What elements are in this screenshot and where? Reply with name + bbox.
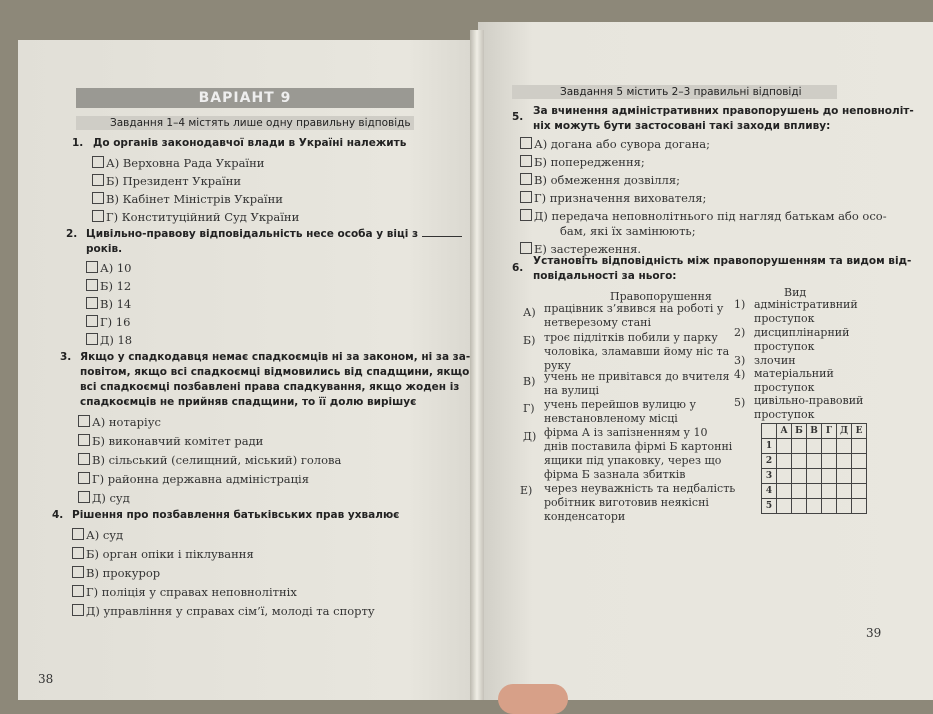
type-4-line2: проступок: [754, 381, 815, 394]
offense-d-line2: невстановленому місці: [544, 412, 678, 425]
checkbox-icon[interactable]: [78, 434, 90, 446]
page-number-right: 39: [866, 626, 882, 640]
q2-number: 2.: [66, 228, 78, 240]
checkbox-icon[interactable]: [86, 279, 98, 291]
type-4-line1: матеріальний: [754, 367, 834, 380]
grid-row-header: 3: [762, 469, 777, 484]
q5-option-b[interactable]: Б) попередження;: [520, 155, 645, 169]
type-1-number: 1): [734, 298, 746, 311]
checkbox-icon[interactable]: [86, 315, 98, 327]
q2-option-c[interactable]: В) 14: [86, 297, 131, 311]
type-3-line1: злочин: [754, 354, 796, 367]
grid-cell[interactable]: [807, 499, 822, 514]
q4-option-b[interactable]: Б) орган опіки і піклування: [72, 547, 254, 561]
offense-a-line1: працівник з’явився на роботі у: [544, 302, 724, 315]
column-header-type: Вид: [784, 286, 807, 299]
offense-b-line3: руку: [544, 359, 571, 372]
grid-cell[interactable]: [777, 484, 792, 499]
q2-option-a[interactable]: А) 10: [86, 261, 132, 275]
grid-col-header: Е: [852, 424, 867, 439]
q1-option-b[interactable]: Б) Президент України: [92, 174, 241, 188]
checkbox-icon[interactable]: [92, 192, 104, 204]
offense-e-line4: фірма Б зазнала збитків: [544, 468, 686, 481]
grid-cell[interactable]: [822, 454, 837, 469]
offense-b-line1: троє підлітків побили у парку: [544, 331, 718, 344]
offense-c-line2: на вулиці: [544, 384, 599, 397]
checkbox-icon[interactable]: [86, 261, 98, 273]
type-5-line2: проступок: [754, 408, 815, 421]
offense-f-line3: конденсатори: [544, 510, 626, 523]
checkbox-icon[interactable]: [72, 547, 84, 559]
q5-option-e[interactable]: Д) передача неповнолітнього під нагляд батькам або осо-: [520, 209, 887, 223]
checkbox-icon[interactable]: [72, 566, 84, 578]
checkbox-icon[interactable]: [78, 491, 90, 503]
grid-cell[interactable]: [777, 499, 792, 514]
q5-option-a[interactable]: А) догана або сувора догана;: [520, 137, 710, 151]
type-5-line1: цивільно-правовий: [754, 394, 864, 407]
grid-cell[interactable]: [777, 439, 792, 454]
grid-col-header: Г: [822, 424, 837, 439]
q6-number: 6.: [512, 262, 524, 274]
answer-blank[interactable]: [422, 236, 462, 237]
q5-option-e-cont: бам, які їх замінюють;: [560, 224, 696, 238]
q3-option-c[interactable]: В) сільський (селищний, міський) голова: [78, 453, 341, 467]
checkbox-icon[interactable]: [520, 191, 532, 203]
grid-cell[interactable]: [852, 499, 867, 514]
offense-d-letter: Г): [523, 402, 535, 415]
instruction-text-left: Завдання 1–4 містять лише одну правильну відповідь: [110, 117, 411, 129]
grid-cell[interactable]: [807, 454, 822, 469]
q3-option-a[interactable]: А) нотаріус: [78, 415, 161, 429]
q5-option-d[interactable]: Г) призначення вихователя;: [520, 191, 706, 205]
instruction-text-right: Завдання 5 містить 2–3 правильні відповіді: [560, 86, 802, 98]
grid-col-header: А: [777, 424, 792, 439]
q1-option-d[interactable]: Г) Конституційний Суд України: [92, 210, 299, 224]
q3-number: 3.: [60, 351, 72, 363]
q2-option-e[interactable]: Д) 18: [86, 333, 132, 347]
checkbox-icon[interactable]: [72, 585, 84, 597]
checkbox-icon[interactable]: [520, 242, 532, 254]
offense-c-line1: учень не привітався до вчителя: [544, 370, 730, 383]
checkbox-icon[interactable]: [92, 210, 104, 222]
q3-text-line2: повітом, якщо всі спадкоємці відмовились від спадщини, якщо: [80, 366, 470, 378]
book-gutter: [470, 30, 484, 700]
q3-option-b[interactable]: Б) виконавчий комітет ради: [78, 434, 263, 448]
q5-option-f[interactable]: Е) застереження.: [520, 242, 641, 256]
offense-b-letter: Б): [523, 334, 536, 347]
q2-text-cont: років.: [86, 243, 123, 255]
grid-col-header: Д: [837, 424, 852, 439]
type-1-line1: адміністративний: [754, 298, 858, 311]
checkbox-icon[interactable]: [78, 472, 90, 484]
q2-option-b[interactable]: Б) 12: [86, 279, 131, 293]
grid-row-header: 1: [762, 439, 777, 454]
offense-d-line1: учень перейшов вулицю у: [544, 398, 696, 411]
q5-number: 5.: [512, 111, 524, 123]
grid-row-header: 5: [762, 499, 777, 514]
type-1-line2: проступок: [754, 312, 815, 325]
grid-row-header: 2: [762, 454, 777, 469]
grid-cell[interactable]: [837, 499, 852, 514]
offense-a-letter: А): [523, 306, 536, 319]
offense-e-line1: фірма А із запізненням у 10: [544, 426, 708, 439]
q3-text-line1: Якщо у спадкодавця немає спадкоємців ні за законом, ні за за-: [80, 351, 471, 363]
grid-col-header: В: [807, 424, 822, 439]
checkbox-icon[interactable]: [86, 333, 98, 345]
q4-option-a[interactable]: А) суд: [72, 528, 123, 542]
q6-text-line2: повідальності за нього:: [533, 270, 677, 282]
grid-row-header: 4: [762, 484, 777, 499]
checkbox-icon[interactable]: [520, 155, 532, 167]
grid-cell[interactable]: [807, 484, 822, 499]
type-2-number: 2): [734, 326, 746, 339]
checkbox-icon[interactable]: [78, 415, 90, 427]
checkbox-icon[interactable]: [78, 453, 90, 465]
q4-option-d[interactable]: Г) поліція у справах неповнолітніх: [72, 585, 297, 599]
grid-cell[interactable]: [822, 439, 837, 454]
grid-cell[interactable]: [792, 454, 807, 469]
grid-cell[interactable]: [792, 484, 807, 499]
offense-e-letter: Д): [523, 430, 537, 443]
grid-cell[interactable]: [822, 499, 837, 514]
answer-grid: [761, 423, 867, 514]
grid-cell[interactable]: [777, 469, 792, 484]
offense-e-line2: днів поставила фірмі Б картонні: [544, 440, 733, 453]
checkbox-icon[interactable]: [86, 297, 98, 309]
q1-option-c[interactable]: В) Кабінет Міністрів України: [92, 192, 283, 206]
q6-text-line1: Установіть відповідність між правопорушенням та видом від-: [533, 255, 912, 267]
page-number-left: 38: [38, 672, 54, 686]
q4-option-e[interactable]: Д) управління у справах сім’ї, молоді та спорту: [72, 604, 375, 618]
column-header-offenses: Правопорушення: [610, 290, 712, 303]
grid-cell[interactable]: [792, 469, 807, 484]
checkbox-icon[interactable]: [92, 174, 104, 186]
grid-cell[interactable]: [852, 454, 867, 469]
q4-number: 4.: [52, 509, 64, 521]
grid-cell[interactable]: [852, 439, 867, 454]
checkbox-icon[interactable]: [92, 156, 104, 168]
type-5-number: 5): [734, 396, 746, 409]
offense-c-letter: В): [523, 375, 536, 388]
grid-cell[interactable]: [807, 439, 822, 454]
offense-f-line1: через неуважність та недбалість: [544, 482, 736, 495]
grid-cell[interactable]: [777, 454, 792, 469]
q1-number: 1.: [72, 137, 84, 149]
grid-cell[interactable]: [852, 484, 867, 499]
q5-option-c[interactable]: В) обмеження дозвілля;: [520, 173, 680, 187]
q2-text: Цивільно-правову відповідальність несе особа у віці з: [86, 227, 462, 242]
offense-b-line2: чоловіка, зламавши йому ніс та: [544, 345, 730, 358]
grid-cell[interactable]: [822, 484, 837, 499]
q3-option-d[interactable]: Г) районна державна адміністрація: [78, 472, 309, 486]
q2-option-d[interactable]: Г) 16: [86, 315, 130, 329]
q4-text: Рішення про позбавлення батьківських прав ухвалює: [72, 509, 400, 521]
q3-text-line3: всі спадкоємці позбавлені права спадкування, якщо жоден із: [80, 381, 460, 393]
type-2-line1: дисциплінарний: [754, 326, 850, 339]
q1-option-a[interactable]: А) Верховна Рада України: [92, 156, 264, 170]
offense-a-line2: нетверезому стані: [544, 316, 651, 329]
q4-option-c[interactable]: В) прокурор: [72, 566, 160, 580]
grid-cell[interactable]: [792, 499, 807, 514]
grid-cell[interactable]: [837, 484, 852, 499]
grid-corner: [762, 424, 777, 439]
grid-cell[interactable]: [792, 439, 807, 454]
grid-cell[interactable]: [852, 469, 867, 484]
q5-text-line2: ніх можуть бути застосовані такі заходи впливу:: [533, 120, 831, 132]
grid-cell[interactable]: [837, 469, 852, 484]
checkbox-icon[interactable]: [520, 173, 532, 185]
grid-cell[interactable]: [837, 439, 852, 454]
type-2-line2: проступок: [754, 340, 815, 353]
grid-cell[interactable]: [837, 454, 852, 469]
q3-text-line4: спадкоємців не прийняв спадщини, то її долю вирішує: [80, 396, 417, 408]
q3-option-e[interactable]: Д) суд: [78, 491, 130, 505]
grid-col-header: Б: [792, 424, 807, 439]
offense-f-letter: Е): [520, 484, 533, 497]
checkbox-icon[interactable]: [72, 604, 84, 616]
thumb: [498, 684, 568, 714]
checkbox-icon[interactable]: [520, 209, 532, 221]
variant-title: ВАРІАНТ 9: [76, 88, 414, 108]
offense-f-line2: робітник виготовив неякісні: [544, 496, 709, 509]
checkbox-icon[interactable]: [520, 137, 532, 149]
grid-cell[interactable]: [807, 469, 822, 484]
checkbox-icon[interactable]: [72, 528, 84, 540]
type-3-number: 3): [734, 354, 746, 367]
q5-text-line1: За вчинення адміністративних правопорушень до неповноліт-: [533, 105, 914, 117]
grid-cell[interactable]: [822, 469, 837, 484]
q1-text: До органів законодавчої влади в Україні належить: [93, 137, 407, 149]
offense-e-line3: ящики під упаковку, через що: [544, 454, 722, 467]
type-4-number: 4): [734, 368, 746, 381]
